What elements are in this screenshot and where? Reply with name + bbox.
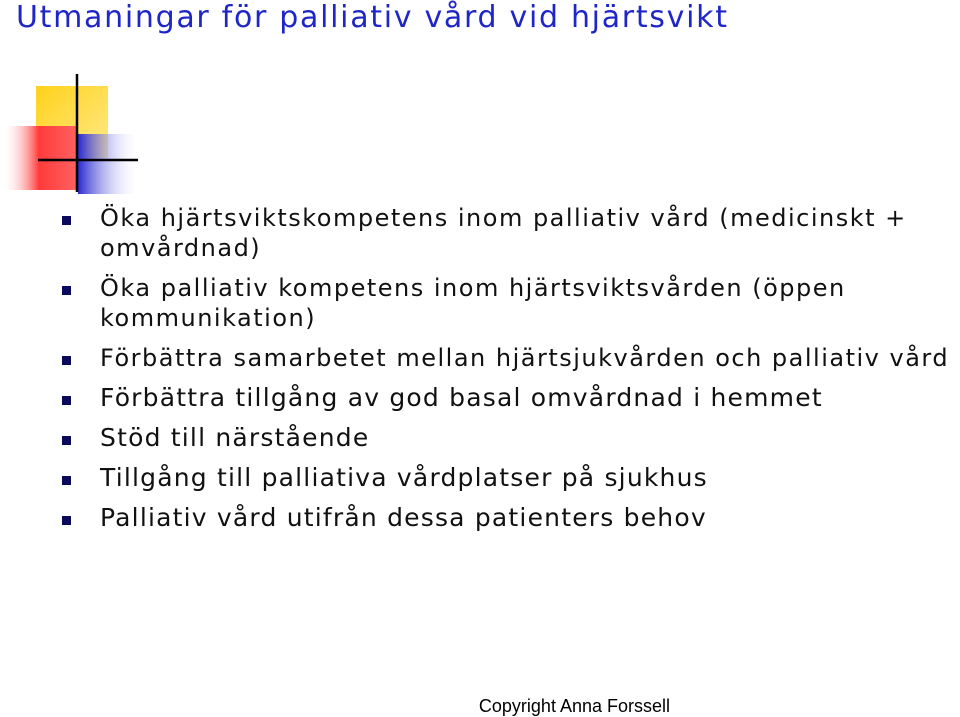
footer-copyright: Copyright Anna Forssell <box>478 696 670 716</box>
list-item <box>62 203 952 263</box>
square-bullet-icon <box>62 476 71 485</box>
square-bullet-icon <box>62 286 71 295</box>
bullet-text: Förbättra samarbetet mellan hjärtsjukvården och palliativ vård <box>100 344 950 372</box>
deco-blue-square <box>78 134 140 194</box>
bullet-text: Tillgång till palliativa vårdplatser på sjukhus <box>100 463 708 492</box>
list-item <box>62 383 952 413</box>
decorative-squares <box>0 70 140 195</box>
bullet-text: Öka palliativ kompetens inom hjärtsviktsvården (öppen kommunikation) <box>100 274 846 332</box>
bullet-text: Stöd till närstående <box>100 423 370 452</box>
square-bullet-icon <box>62 436 71 445</box>
deco-red-square <box>2 126 76 190</box>
square-bullet-icon <box>62 356 71 365</box>
square-bullet-icon <box>62 516 71 525</box>
square-bullet-icon <box>62 396 71 405</box>
bullet-text: Förbättra tillgång av god basal omvårdnad i hemmet <box>100 383 823 412</box>
bullet-text: Palliativ vård utifrån dessa patienters behov <box>100 503 707 532</box>
bullet-list <box>62 203 952 543</box>
slide-title: Utmaningar för palliativ vård vid hjärtsvikt <box>16 0 729 35</box>
list-item <box>62 343 952 373</box>
square-bullet-icon <box>62 216 71 225</box>
list-item <box>62 423 952 453</box>
list-item <box>62 503 952 533</box>
bullet-text: Öka hjärtsviktskompetens inom palliativ vård (medicinskt + omvårdnad) <box>100 204 907 262</box>
list-item <box>62 273 952 333</box>
list-item <box>62 463 952 493</box>
